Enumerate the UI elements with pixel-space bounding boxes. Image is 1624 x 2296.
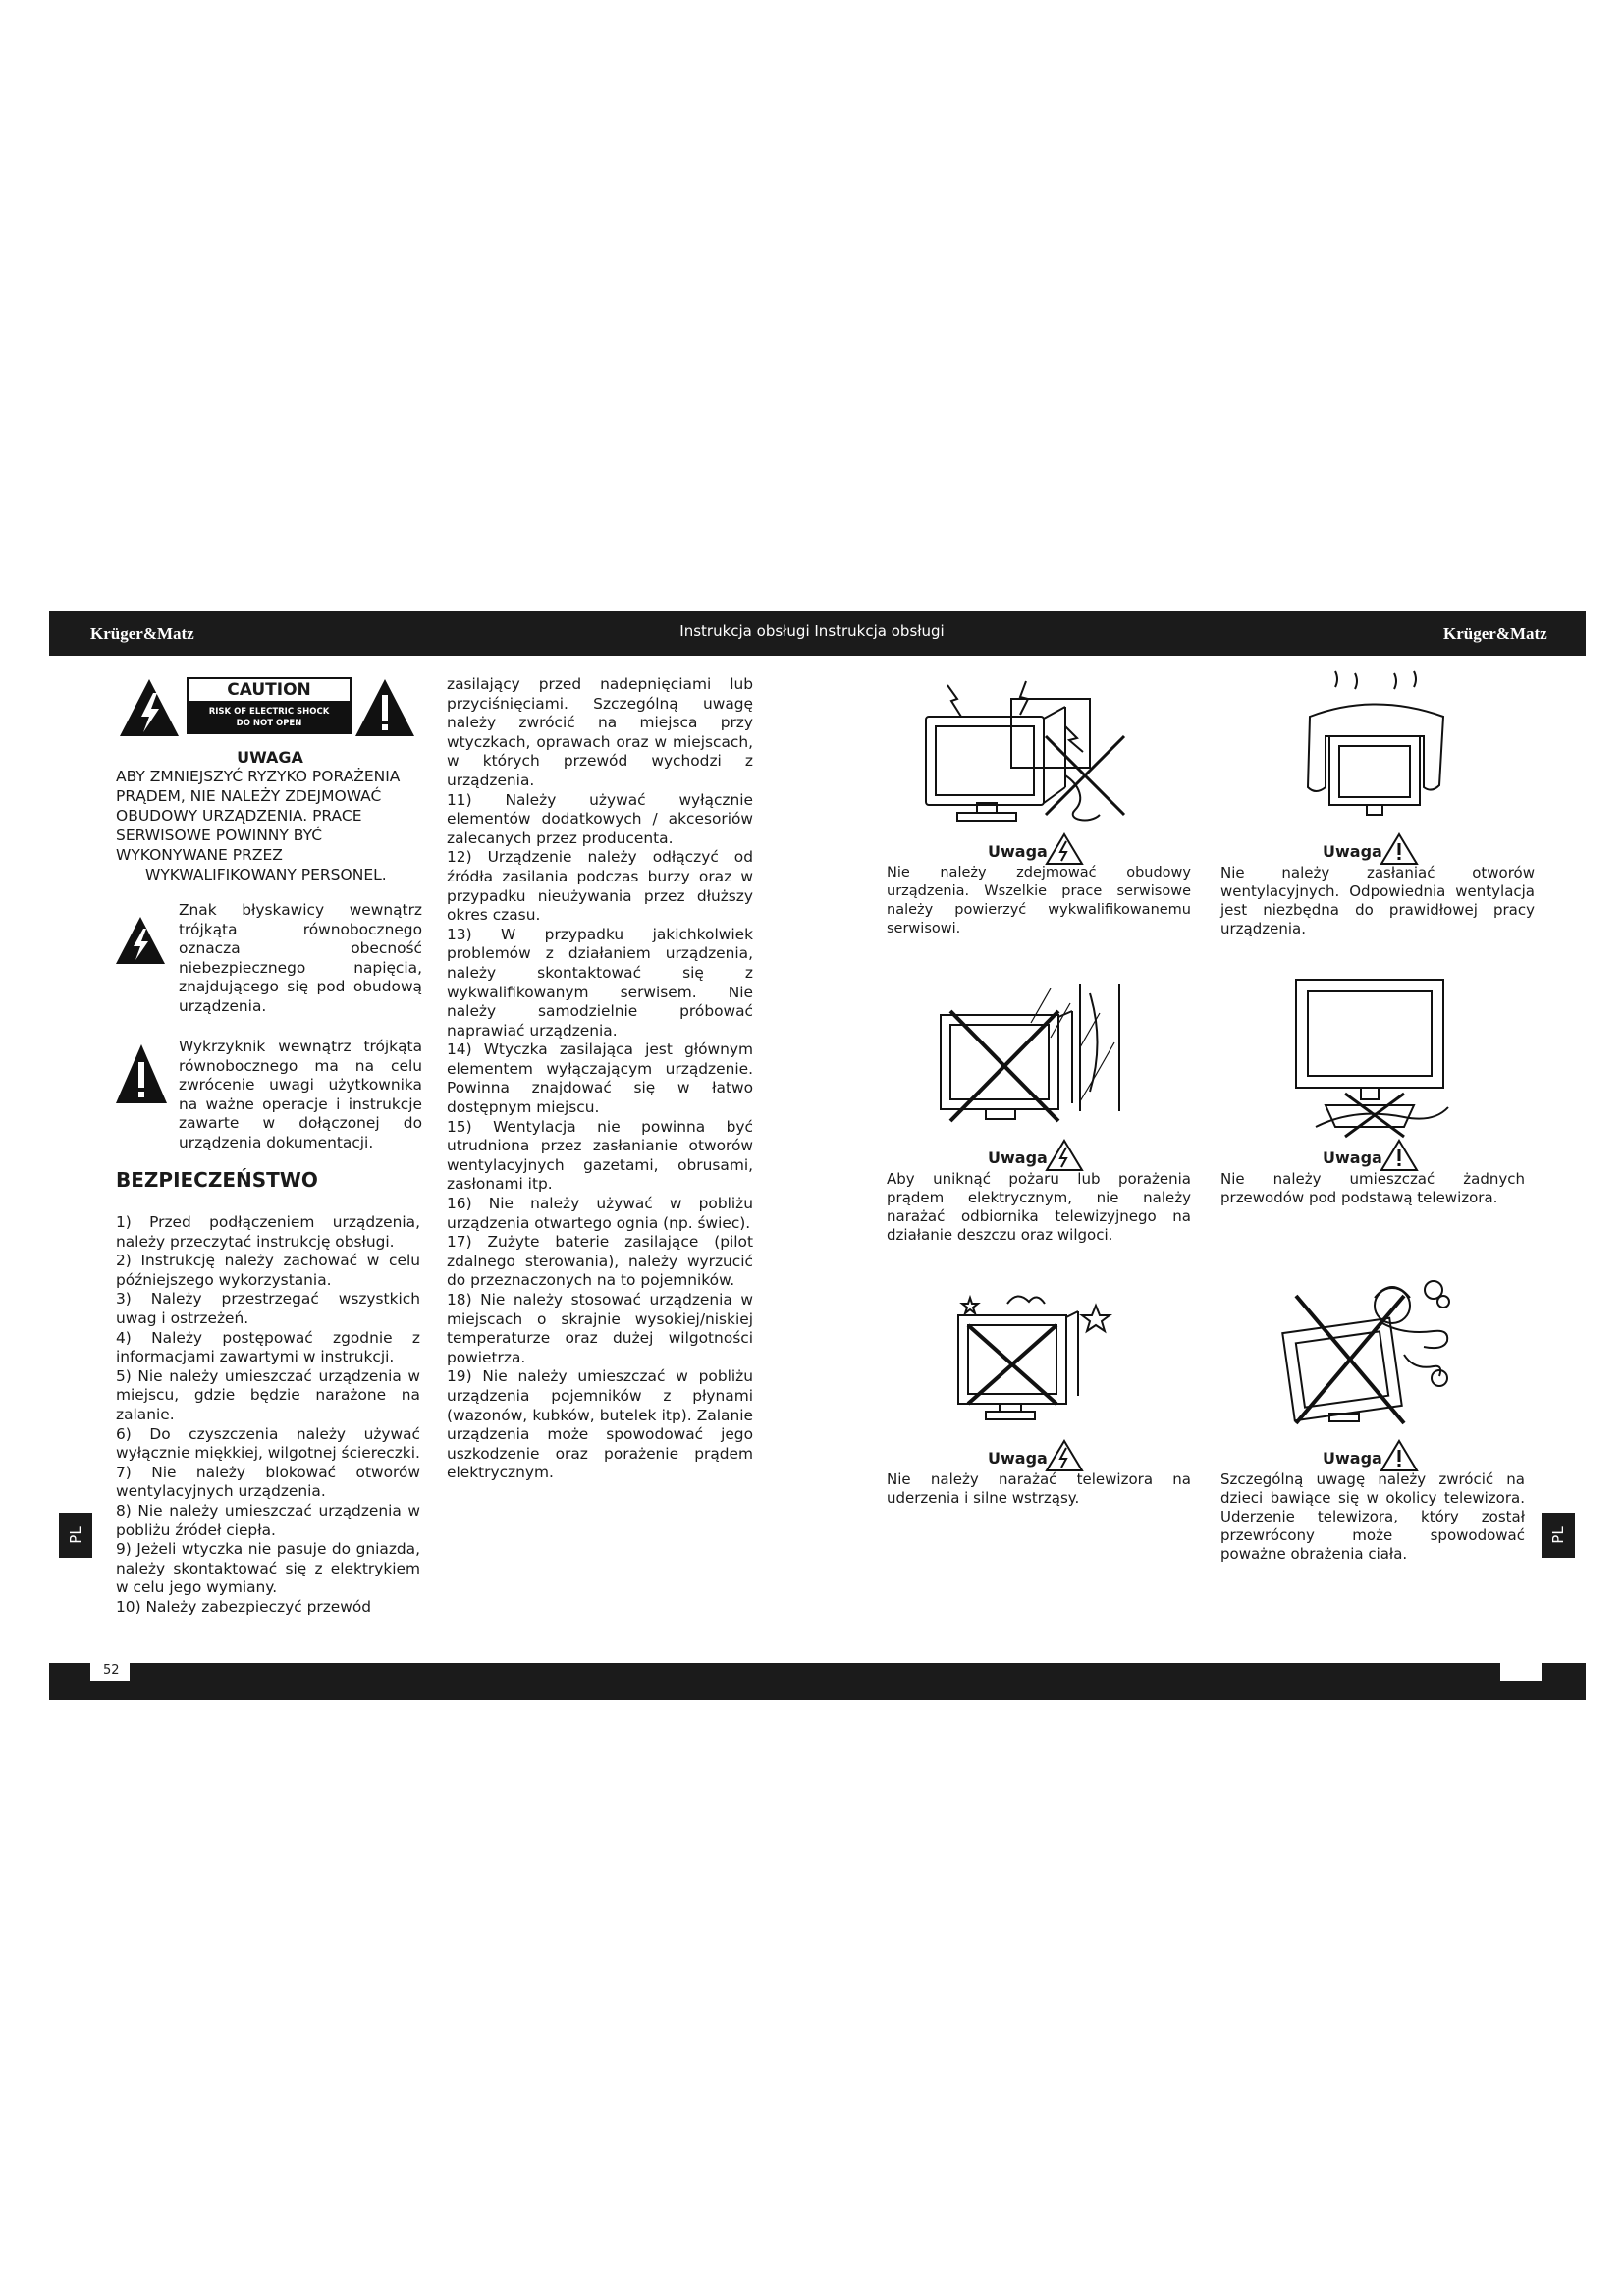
safety-item: 3) Należy przestrzegać wszystkich uwag i ostrzeżeń.	[116, 1290, 420, 1327]
safety-item: 14) Wtyczka zasilająca jest głównym elementem wyłączającym urządzenie. Powinna znajdować się w łatwo dostępnym miejscu.	[447, 1041, 753, 1117]
uwaga-warning-icon	[1045, 1439, 1084, 1472]
tv-covered-vents-illustration	[1296, 677, 1453, 834]
caption-1: Nie należy zdejmować obudowy urządzenia. Wszelkie prace serwisowe należy powierzyć wykwalifikowanemu serwisowi.	[887, 865, 1191, 936]
exclamation-symbol-text: Wykrzyknik wewnątrz trójkąta równobocznego ma na celu zwrócenie uwagi użytkownika na ważne operacje i instrukcje zawarte w dołączonej do urządzenia dokumentacji.	[179, 1038, 422, 1151]
safety-item: 18) Nie należy stosować urządzenia w miejscach o skrajnie wysokiej/niskiej temperaturze oraz dużej wilgotności powietrza.	[447, 1291, 753, 1366]
caption-6: Szczególną uwagę należy zwrócić na dzieci bawiące się w okolicy telewizora. Uderzenie telewizora, który został przewrócony może spowodować poważne obrażenia ciała.	[1220, 1470, 1525, 1563]
safety-item: 5) Nie należy umieszczać urządzenia w miejscu, gdzie będzie narażone na zalanie.	[116, 1366, 420, 1423]
caption-4: Nie należy umieszczać żadnych przewodów pod podstawą telewizora.	[1220, 1170, 1525, 1206]
caution-label: CAUTION	[189, 679, 350, 703]
side-tab-left: PL	[59, 1513, 92, 1558]
uwaga-label: Uwaga	[988, 1148, 1048, 1167]
uwaga-label: Uwaga	[988, 1449, 1048, 1468]
brand-logo-left: Krüger&Matz	[90, 624, 194, 643]
warning-line: PRĄDEM, NIE NALEŻY ZDEJMOWAĆ	[116, 787, 382, 805]
caption-3: Aby uniknąć pożaru lub porażenia prądem elektrycznym, nie należy narażać odbiornika telewizyjnego na działanie deszczu oraz wilgoci.	[887, 1170, 1191, 1244]
warning-line: ABY ZMNIEJSZYĆ RYZYKO PORAŻENIA	[116, 768, 401, 785]
warning-title: UWAGA	[237, 748, 303, 767]
tv-child-tipping-illustration	[1267, 1276, 1463, 1433]
safety-column-1	[116, 1213, 420, 1617]
safety-item: 1) Przed podłączeniem urządzenia, należy przeczytać instrukcję obsługi.	[116, 1213, 420, 1251]
tv-impact-illustration	[948, 1286, 1115, 1433]
caution-line1: RISK OF ELECTRIC SHOCK	[208, 707, 330, 717]
safety-item: 2) Instrukcję należy zachować w celu późniejszego wykorzystania.	[116, 1252, 420, 1289]
safety-item: 10) Należy zabezpieczyć przewód	[116, 1597, 372, 1616]
caption-2: Nie należy zasłaniać otworów wentylacyjnych. Odpowiednia wentylacja jest niezbędna do prawidłowej pracy urządzenia.	[1220, 864, 1535, 937]
page-number: 52	[103, 1663, 120, 1678]
uwaga-label: Uwaga	[1323, 1449, 1382, 1468]
safety-item: 9) Jeżeli wtyczka nie pasuje do gniazda, należy skontaktować się z elektrykiem w celu jego wymiany.	[116, 1540, 420, 1597]
safety-item: 19) Nie należy umieszczać w pobliżu urządzenia pojemników z płynami (wazonów, kubków, butelek itp). Zalanie urządzenia może spowodować jego uszkodzenie oraz porażenie prądem elektrycznym.	[447, 1367, 753, 1482]
lightning-symbol-text: Znak błyskawicy wewnątrz trójkąta równobocznego oznacza obecność niebezpiecznego napięcia, znajdującego się pod obudową urządzenia.	[179, 901, 422, 1015]
warning-line: SERWISOWE POWINNY BYĆ	[116, 827, 323, 844]
safety-item: 13) W przypadku jakichkolwiek problemów z działaniem urządzenia, należy skontaktować się z wykwalifikowanym serwisem. Nie należy samodzielnie próbować naprawiać urządzenia.	[447, 925, 753, 1040]
uwaga-label: Uwaga	[1323, 842, 1382, 861]
footer-right-box	[1500, 1663, 1542, 1681]
exclamation-symbol-icon	[114, 1042, 169, 1105]
uwaga-label: Uwaga	[988, 842, 1048, 861]
footer-bar	[49, 1663, 1586, 1700]
safety-item: 11) Należy używać wyłącznie elementów dodatkowych / akcesoriów zalecanych przez producenta.	[447, 790, 753, 847]
safety-item: 15) Wentylacja nie powinna być utrudniona przez zasłanianie otworów wentylacyjnych gazetami, obrusami, zasłonami itp.	[447, 1117, 753, 1194]
safety-item: 4) Należy postępować zgodnie z informacjami zawartymi w instrukcji.	[116, 1328, 420, 1366]
warning-line: OBUDOWY URZĄDZENIA. PRACE	[116, 807, 362, 825]
side-tab-right: PL	[1542, 1513, 1575, 1558]
uwaga-label: Uwaga	[1323, 1148, 1382, 1167]
uwaga-warning-icon	[1045, 1139, 1084, 1172]
caption-5: Nie należy narażać telewizora na uderzenia i silne wstrząsy.	[887, 1470, 1191, 1507]
uwaga-warning-icon	[1045, 832, 1084, 866]
uwaga-warning-icon	[1380, 1139, 1419, 1172]
safety-item: 12) Urządzenie należy odłączyć od źródła zasilania podczas burzy oraz w przypadku nieużywania przez dłuższy okres czasu.	[447, 848, 753, 925]
warning-text	[116, 767, 400, 884]
safety-item: 17) Zużyte baterie zasilające (pilot zdalnego sterowania), należy wyrzucić do przeznaczonych na to pojemników.	[447, 1233, 753, 1290]
safety-item: 8) Nie należy umieszczać urządzenia w pobliżu źródeł ciepła.	[116, 1501, 420, 1539]
uwaga-warning-icon	[1380, 1439, 1419, 1472]
caution-label-box	[187, 677, 352, 734]
tv-cable-stand-illustration	[1286, 980, 1453, 1137]
warning-line: WYKONYWANE PRZEZ	[116, 846, 283, 864]
safety-heading: BEZPIECZEŃSTWO	[116, 1168, 318, 1192]
brand-logo-right: Krüger&Matz	[1443, 624, 1547, 643]
safety-item: zasilający przed nadepnięciami lub przyciśnięciami. Szczególną uwagę należy zwrócić na miejsca przy wtyczkach, oprawach oraz w miejscach, w których przewód wychodzi z urządzenia.	[447, 675, 753, 789]
uwaga-warning-icon	[1380, 832, 1419, 866]
exclamation-warning-icon	[353, 677, 416, 738]
lightning-symbol-icon	[114, 915, 167, 966]
safety-item: 6) Do czyszczenia należy używać wyłącznie miękkiej, wilgotnej ściereczki.	[116, 1424, 420, 1463]
warning-line: WYKWALIFIKOWANY PERSONEL.	[145, 866, 387, 883]
tv-rain-illustration	[933, 984, 1129, 1141]
safety-item: 7) Nie należy blokować otworów wentylacyjnych urządzenia.	[116, 1463, 420, 1501]
caution-line2: DO NOT OPEN	[236, 719, 302, 728]
safety-item: 16) Nie należy używać w pobliżu urządzenia otwartego ognia (np. świec).	[447, 1195, 753, 1232]
safety-column-2	[447, 675, 753, 1483]
header-title: Instrukcja obsługi Instrukcja obsługi	[679, 622, 945, 640]
tv-opened-casing-illustration	[918, 677, 1144, 839]
lightning-warning-icon	[118, 677, 181, 738]
